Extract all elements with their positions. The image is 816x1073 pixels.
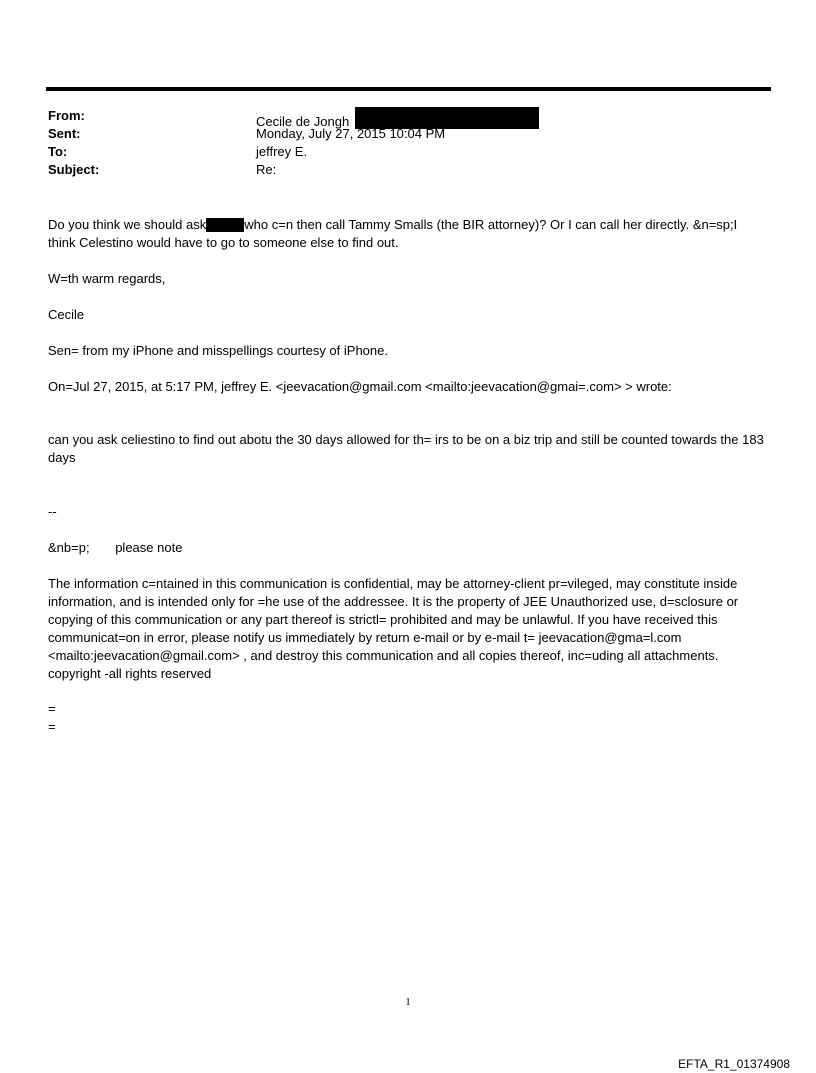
quote-header: On=Jul 27, 2015, at 5:17 PM, jeffrey E. <jeevacation@gmail.com <mailto:jeevacation@gmai=.com> > wrote: [48, 379, 672, 394]
header-rule [46, 87, 771, 91]
closing-regards: W=th warm regards, [48, 271, 166, 286]
sent-label: Sent: [48, 126, 81, 141]
sent-value: Monday, July 27, 2015 10:04 PM [256, 126, 446, 141]
trailing-marker: = [48, 719, 56, 734]
to-label: To: [48, 144, 68, 159]
redaction-box [206, 218, 244, 232]
subject-value: Re: [256, 162, 277, 177]
quoted-message: can you ask celiestino to find out abotu the 30 days allowed for th= irs to be on a biz trip and still be counted towards the 183 days [48, 432, 764, 465]
signature-name: Cecile [48, 307, 85, 322]
body-text: Do you think we should ask [48, 217, 207, 232]
trailing-marker: = [48, 701, 56, 716]
document-id: EFTA_R1_01374908 [678, 1057, 790, 1071]
from-name: Cecile de Jongh [256, 114, 350, 129]
subject-label: Subject: [48, 162, 100, 177]
confidentiality-disclaimer: The information c=ntained in this communication is confidential, may be attorney-client pr=vileged, may constitute inside information, and is intended only for =he use of the addressee. It is the property of JEE Unauthorized use, d=sclosure or copying of this communication or any part thereof is strictl= prohibited and may be unlawful. If you have received this communicat=on in error, please notify us immediately by return e-mail or by e-mail t= jeevacation@gma=l.com <mailto:jeevacation@gmail.com> , and destroy this communication and all copies thereof, inc=uding all attachments. copyright -all rights reserved [48, 576, 739, 681]
entity-text: &nb=p; [48, 540, 90, 555]
body-paragraph [48, 216, 768, 252]
sent-from-note: Sen= from my iPhone and misspellings courtesy of iPhone. [48, 343, 388, 358]
disclaimer-heading [48, 539, 768, 557]
please-note-text: please note [115, 540, 183, 555]
email-body [48, 216, 768, 252]
to-value: jeffrey E. [256, 144, 308, 159]
from-label: From: [48, 108, 85, 123]
page-number: 1 [405, 996, 411, 1008]
signature-separator: -- [48, 504, 57, 519]
body-text: who c=n then call Tammy Smalls (the BIR attorney)? Or I can call her directly. &n=sp;I think Celestino would have to go to someone else to find out. [48, 217, 738, 250]
